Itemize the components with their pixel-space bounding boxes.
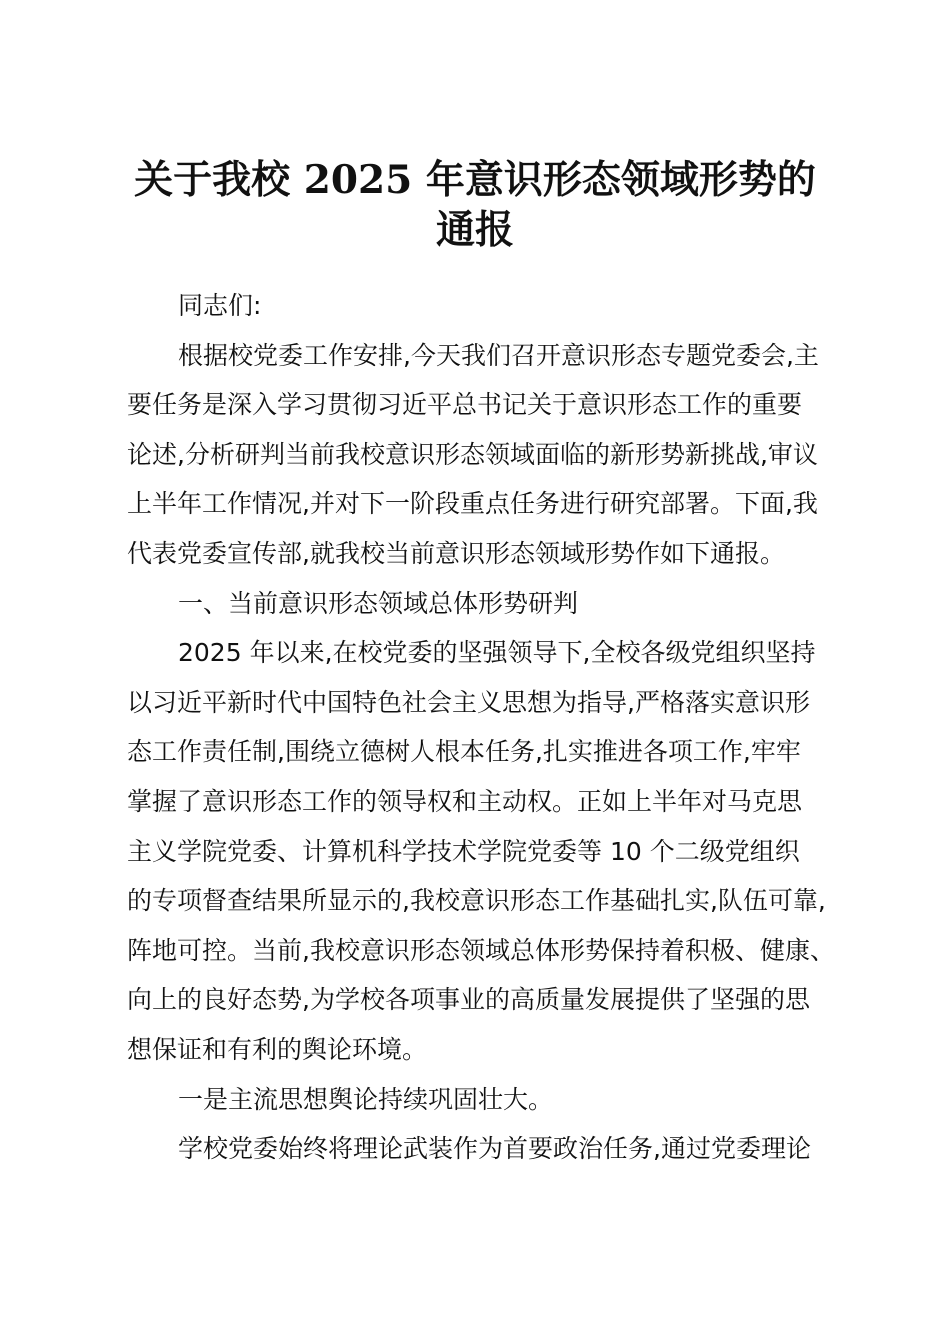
body-line: 一、当前意识形态领域总体形势研判 [178, 588, 579, 618]
body-line: 态工作责任制,围绕立德树人根本任务,扎实推进各项工作,牢牢 [127, 737, 801, 767]
title-line: 通报 [435, 207, 514, 253]
body-line: 想保证和有利的舆论环境。 [127, 1034, 428, 1064]
document-body [127, 281, 837, 1174]
document-title [110, 155, 840, 255]
body-line: 上半年工作情况,并对下一阶段重点任务进行研究部署。下面,我 [127, 489, 818, 519]
body-line: 同志们: [178, 291, 262, 320]
body-line: 一是主流思想舆论持续巩固壮大。 [178, 1084, 554, 1114]
body-line: 主义学院党委、计算机科学技术学院党委等 10 个二级党组织 [127, 836, 800, 866]
body-line: 根据校党委工作安排,今天我们召开意识形态专题党委会,主 [178, 340, 819, 370]
title-line: 关于我校 2025 年意识形态领域形势的 [134, 157, 816, 203]
body-line: 以习近平新时代中国特色社会主义思想为指导,严格落实意识形 [127, 687, 810, 717]
body-line: 要任务是深入学习贯彻习近平总书记关于意识形态工作的重要 [127, 390, 803, 420]
body-line: 阵地可控。当前,我校意识形态领域总体形势保持着积极、健康、 [127, 935, 835, 965]
body-line: 掌握了意识形态工作的领导权和主动权。正如上半年对马克思 [127, 786, 803, 816]
body-line: 的专项督查结果所显示的,我校意识形态工作基础扎实,队伍可靠, [127, 886, 826, 916]
body-line: 2025 年以来,在校党委的坚强领导下,全校各级党组织坚持 [178, 638, 816, 668]
body-line: 代表党委宣传部,就我校当前意识形态领域形势作如下通报。 [127, 538, 785, 568]
body-line: 论述,分析研判当前我校意识形态领域面临的新形势新挑战,审议 [127, 439, 818, 469]
body-line: 向上的良好态势,为学校各项事业的高质量发展提供了坚强的思 [127, 985, 810, 1015]
body-line: 学校党委始终将理论武装作为首要政治任务,通过党委理论 [178, 1134, 811, 1164]
